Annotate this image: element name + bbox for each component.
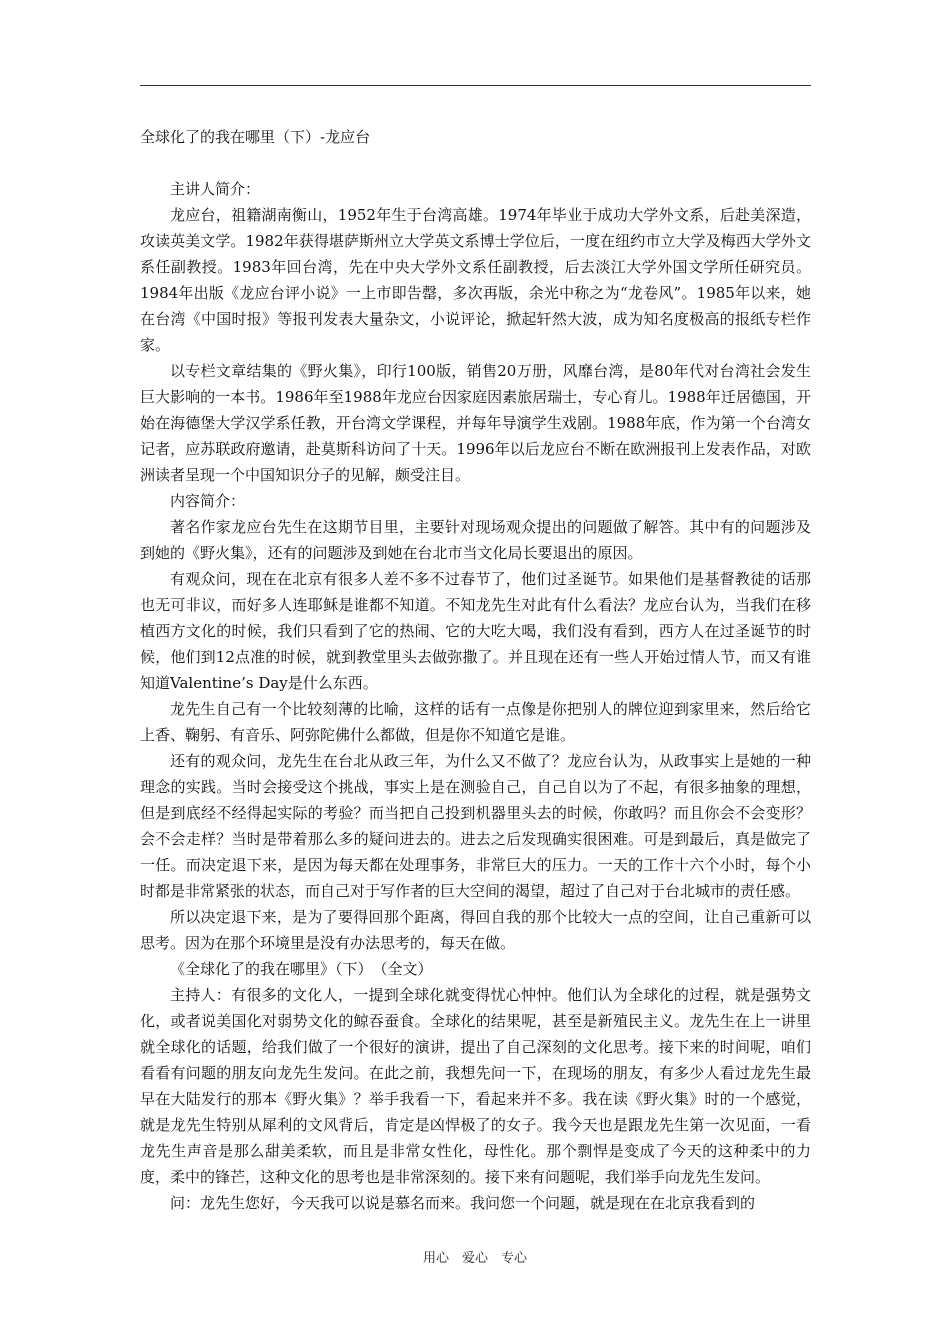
paragraph: 以专栏文章结集的《野火集》，印行100版，销售20万册，风靡台湾，是80年代对台湾社会发生巨大影响的一本书。1986年至1988年龙应台因家庭因素旅居瑞士，专心育儿。1988年迁居德国，开始在海德堡大学汉学系任教，开台湾文学课程，并每年导演学生戏剧。1988年底，作为第一个台湾女记者，应苏联政府邀请，赴莫斯科访问了十天。1996年以后龙应台不断在欧洲报刊上发表作品，对欧洲读者呈现一个中国知识分子的见解，颇受注目。 [140,362,811,484]
header-rule [140,85,811,86]
paragraph: 还有的观众问，龙先生在台北从政三年，为什么又不做了？龙应台认为，从政事实上是她的一种理念的实践。当时会接受这个挑战，事实上是在测验自己，自己自以为了不起，有很多抽象的理想，但是到底经不经得起实际的考验？而当把自己投到机器里头去的时候，你敢吗？而且你会不会变形？会不会走样？当时是带着那么多的疑问进去的。进去之后发现确实很困难。可是到最后，真是做完了一任。而决定退下来，是因为每天都在处理事务，非常巨大的压力。一天的工作十六个小时，每个小时都是非常紧张的状态，而自己对于写作者的巨大空间的渴望，超过了自己对于台北城市的责任感。 [140,752,811,900]
document-body [140,176,811,1216]
paragraph: 龙先生自己有一个比较刻薄的比喻，这样的话有一点像是你把别人的牌位迎到家里来，然后给它上香、鞠躬、有音乐、阿弥陀佛什么都做，但是你不知道它是谁。 [140,700,811,744]
paragraph: 有观众问，现在在北京有很多人差不多不过春节了，他们过圣诞节。如果他们是基督教徒的话那也无可非议，而好多人连耶稣是谁都不知道。不知龙先生对此有什么看法？龙应台认为，当我们在移植西方文化的时候，我们只看到了它的热闹、它的大吃大喝，我们没有看到，西方人在过圣诞节的时候，他们到12点准的时候，就到教堂里头去做弥撒了。并且现在还有一些人开始过情人节，而又有谁知道Valentine’s Day是什么东西。 [140,570,811,692]
paragraph: 《全球化了的我在哪里》（下） （全文） [170,960,433,978]
paragraph: 问：龙先生您好，今天我可以说是慕名而来。我问您一个问题，就是现在在北京我看到的 [170,1194,756,1212]
paragraph: 主讲人简介： [170,180,261,198]
paragraph: 著名作家龙应台先生在这期节目里，主要针对现场观众提出的问题做了解答。其中有的问题涉及到她的《野火集》，还有的问题涉及到她在台北市当文化局长要退出的原因。 [140,518,811,562]
paragraph: 主持人：有很多的文化人，一提到全球化就变得忧心忡忡。他们认为全球化的过程，就是强势文化，或者说美国化对弱势文化的鲸吞蚕食。全球化的结果呢，甚至是新殖民主义。龙先生在上一讲里就全球化的话题，给我们做了一个很好的演讲，提出了自己深刻的文化思考。接下来的时间呢，咱们看看有问题的朋友向龙先生发问。在此之前，我想先问一下，在现场的朋友，有多少人看过龙先生最早在大陆发行的那本《野火集》？举手我看一下，看起来并不多。我在读《野火集》时的一个感觉，就是龙先生特别从犀利的文风背后，肯定是凶悍极了的女子。我今天也是跟龙先生第一次见面，一看龙先生声音是那么甜美柔软，而且是非常女性化，母性化。那个剽悍是变成了今天的这种柔中的力度，柔中的锋芒，这种文化的思考也是非常深刻的。接下来有问题呢，我们举手向龙先生发问。 [140,986,811,1186]
paragraph: 龙应台，祖籍湖南衡山，1952年生于台湾高雄。1974年毕业于成功大学外文系，后赴美深造，攻读英美文学。1982年获得堪萨斯州立大学英文系博士学位后，一度在纽约市立大学及梅西大学外文系任副教授。1983年回台湾，先在中央大学外文系任副教授，后去淡江大学外国文学所任研究员。1984年出版《龙应台评小说》一上市即告罄，多次再版，余光中称之为“龙卷风”。1985年以来，她在台湾《中国时报》等报刊发表大量杂文，小说评论，掀起轩然大波，成为知名度极高的报纸专栏作家。 [140,206,811,354]
paragraph: 内容简介： [170,492,246,510]
document-title: 全球化了的我在哪里（下）-龙应台 [140,128,371,146]
page-footer: 用心 爱心 专心 [422,1251,527,1266]
paragraph: 所以决定退下来，是为了要得回那个距离，得回自我的那个比较大一点的空间，让自己重新可以思考。因为在那个环境里是没有办法思考的，每天在做。 [140,908,811,952]
